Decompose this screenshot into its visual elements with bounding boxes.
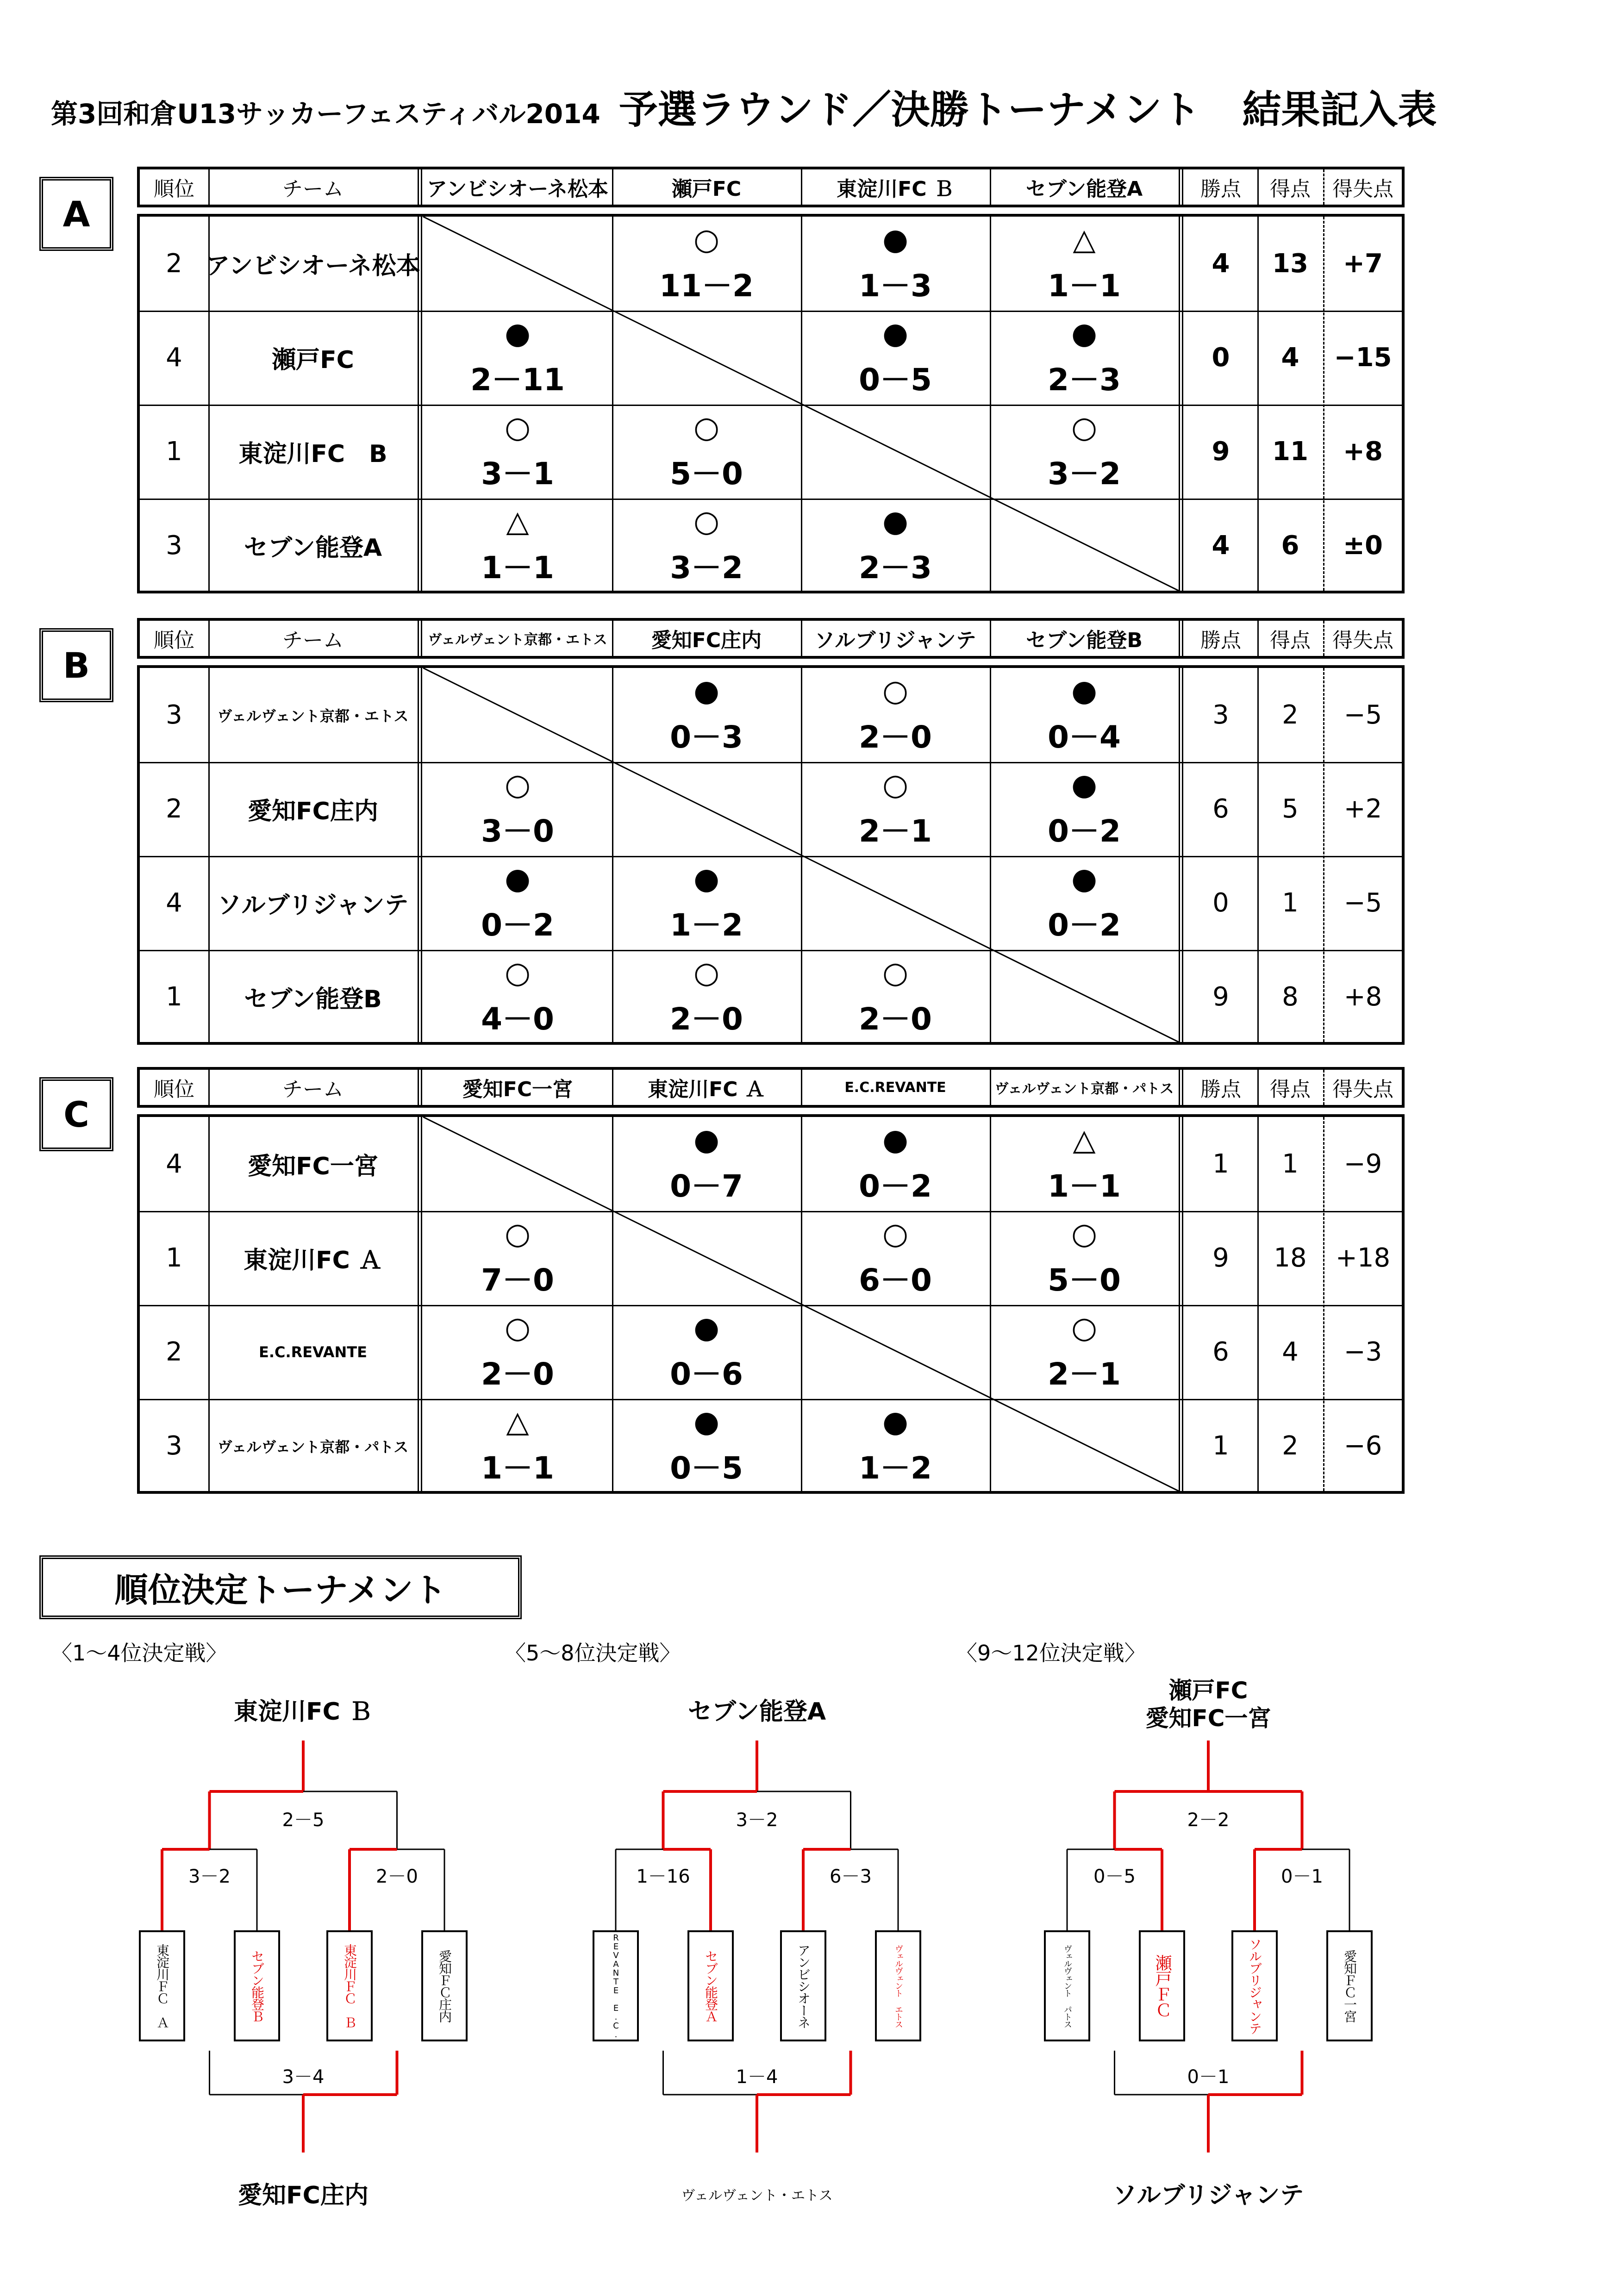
bracket-subtitle: 〈1～4位決定戦〉 — [51, 1641, 227, 1666]
match-score: 7－0 — [481, 1262, 554, 1298]
header-goal-diff: 得失点 — [1332, 629, 1393, 652]
match-score: 3－0 — [481, 813, 554, 849]
semi-left-score: 0－5 — [1093, 1866, 1136, 1887]
semi-left-score: 1－16 — [636, 1866, 690, 1887]
rank-cell: 3 — [166, 530, 182, 561]
third-place-winner: ソルブリジャンテ — [1112, 2182, 1304, 2209]
result-mark: ○ — [693, 956, 719, 990]
title-main: 予選ラウンド／決勝トーナメント — [618, 87, 1201, 132]
tournament-title: 順位決定トーナメント — [39, 1555, 522, 1619]
goal-diff-cell: +8 — [1343, 982, 1382, 1012]
goals-cell: 4 — [1282, 1337, 1299, 1367]
bracket-winner: セブン能登A — [687, 1698, 826, 1726]
result-mark: ○ — [882, 956, 908, 990]
goal-diff-cell: −5 — [1343, 888, 1382, 918]
match-score: 0－6 — [670, 1356, 743, 1392]
result-mark: ○ — [1071, 411, 1097, 445]
goals-cell: 2 — [1282, 1431, 1299, 1461]
points-cell: 1 — [1212, 1431, 1229, 1461]
result-mark: ● — [505, 317, 531, 351]
result-mark: ○ — [882, 768, 908, 802]
header-team-2: 東淀川FC Ａ — [648, 1078, 765, 1101]
header-team-3: E.C.REVANTE — [844, 1079, 946, 1096]
match-score: 0－5 — [670, 1450, 743, 1486]
result-mark: ○ — [1071, 1311, 1097, 1345]
goals-cell: 11 — [1272, 437, 1308, 467]
header-team-2: 瀬戸FC — [671, 177, 742, 201]
points-cell: 9 — [1212, 982, 1229, 1012]
final-score: 2－2 — [1187, 1809, 1230, 1831]
result-mark: △ — [1073, 1123, 1096, 1157]
semi-right-score: 0－1 — [1281, 1866, 1323, 1887]
result-mark: ● — [882, 1405, 908, 1439]
header-team-4: ヴェルヴェント京都・パトス — [994, 1081, 1174, 1097]
result-mark: ○ — [693, 505, 719, 539]
match-score: 2－1 — [859, 813, 932, 849]
goal-diff-cell: −5 — [1343, 700, 1382, 730]
result-mark: ● — [693, 1405, 719, 1439]
goals-cell: 13 — [1272, 249, 1308, 279]
result-mark: ○ — [505, 1311, 531, 1345]
result-mark: ● — [882, 505, 908, 539]
match-score: 2－3 — [1048, 362, 1121, 398]
bracket-team-name: 東淀川ＦＣ Ｂ — [342, 1944, 357, 2028]
rank-cell: 3 — [166, 1431, 182, 1461]
result-mark: ○ — [882, 1217, 908, 1251]
match-score: 1－2 — [670, 907, 743, 943]
bracket-team-name: 愛知ＦＣ庄内 — [437, 1950, 452, 2022]
match-score: 1－2 — [859, 1450, 932, 1486]
header-team-1: 愛知FC一宮 — [462, 1078, 573, 1101]
match-score: 2－0 — [859, 719, 932, 755]
result-mark: ● — [693, 862, 719, 896]
result-mark: ● — [1071, 317, 1097, 351]
third-place-score: 1－4 — [736, 2066, 778, 2088]
group-label-c: C — [39, 1077, 113, 1151]
bracket-team-name: ヴェルヴェント パトス — [1062, 1944, 1072, 2028]
bracket-subtitle: 〈5～8位決定戦〉 — [505, 1641, 681, 1666]
result-mark: ● — [693, 674, 719, 708]
final-score: 3－2 — [736, 1809, 778, 1831]
team-name-cell: アンビシオーネ松本 — [206, 252, 420, 280]
match-score: 0－2 — [1048, 907, 1121, 943]
result-mark: △ — [506, 1405, 529, 1439]
header-team-3: 東淀川FC Ｂ — [837, 177, 954, 201]
match-score: 1－1 — [1048, 268, 1121, 304]
goal-diff-cell: +2 — [1343, 794, 1382, 824]
goals-cell: 5 — [1282, 794, 1299, 824]
goal-diff-cell: −15 — [1334, 343, 1392, 373]
match-score: 5－0 — [670, 456, 743, 492]
goal-diff-cell: +7 — [1343, 249, 1383, 279]
rank-cell: 2 — [166, 794, 182, 824]
bracket-winner-line-1: 瀬戸FC — [1168, 1677, 1248, 1704]
header-team-2: 愛知FC庄内 — [651, 629, 762, 652]
goal-diff-cell: +8 — [1343, 437, 1383, 467]
result-mark: ○ — [693, 411, 719, 445]
match-score: 6－0 — [859, 1262, 932, 1298]
goals-cell: 1 — [1282, 1149, 1299, 1179]
result-mark: ● — [693, 1123, 719, 1157]
result-mark: ● — [882, 223, 908, 257]
points-cell: 0 — [1212, 343, 1230, 373]
match-score: 4－0 — [481, 1001, 554, 1037]
result-mark: ● — [882, 317, 908, 351]
match-score: 0－4 — [1048, 719, 1121, 755]
match-score: 0－2 — [859, 1168, 932, 1204]
title-edition: 第3回和倉U13サッカーフェスティバル2014 — [51, 98, 600, 130]
semi-right-score: 6－3 — [830, 1866, 872, 1887]
result-mark: ○ — [505, 768, 531, 802]
match-score: 3－2 — [670, 550, 743, 586]
result-mark: ○ — [505, 1217, 531, 1251]
rank-cell: 1 — [166, 1243, 182, 1273]
bracket-team-name: ヴェルヴェント エトス — [893, 1944, 903, 2028]
match-score: 3－1 — [481, 456, 554, 492]
header-goals: 得点 — [1270, 1078, 1311, 1101]
points-cell: 1 — [1212, 1149, 1229, 1179]
match-score: 2－0 — [859, 1001, 932, 1037]
bracket-winner-line-2: 愛知FC一宮 — [1145, 1705, 1271, 1732]
rank-cell: 4 — [166, 888, 182, 918]
header-team-1: ヴェルヴェント京都・エトス — [428, 632, 607, 648]
header-team-4: セブン能登B — [1026, 629, 1143, 652]
bracket-subtitle: 〈9～12位決定戦〉 — [956, 1641, 1146, 1666]
points-cell: 6 — [1212, 1337, 1229, 1367]
group-label-b: B — [39, 628, 113, 702]
header-team-3: ソルブリジャンテ — [814, 629, 976, 652]
header-goal-diff: 得失点 — [1332, 177, 1393, 201]
result-mark: △ — [1073, 223, 1096, 257]
header-rank: 順位 — [154, 1078, 194, 1101]
result-mark: △ — [506, 505, 529, 539]
header-points: 勝点 — [1200, 629, 1241, 652]
header-team: チーム — [282, 177, 344, 201]
rank-cell: 2 — [166, 1337, 182, 1367]
third-place-winner: ヴェルヴェント・エトス — [681, 2188, 833, 2204]
goal-diff-cell: ±0 — [1343, 530, 1383, 561]
rank-cell: 2 — [166, 249, 182, 279]
group-label-a: A — [39, 177, 113, 251]
match-score: 2－1 — [1048, 1356, 1121, 1392]
match-score: 0－2 — [481, 907, 554, 943]
match-score: 1－3 — [859, 268, 932, 304]
semi-left-score: 3－2 — [188, 1866, 231, 1887]
team-name-cell: ヴェルヴェント京都・エトス — [217, 707, 409, 725]
header-team-4: セブン能登A — [1025, 177, 1143, 201]
header-team: チーム — [282, 1078, 344, 1101]
bracket-team-name: セブン能登Ｂ — [250, 1950, 265, 2022]
bracket-team-name: REVANTE E.C. — [611, 1933, 621, 2039]
team-name-cell: E.C.REVANTE — [259, 1343, 367, 1361]
result-mark: ○ — [693, 223, 719, 257]
match-score: 1－1 — [481, 1450, 554, 1486]
result-mark: ● — [505, 862, 531, 896]
header-rank: 順位 — [154, 177, 194, 201]
match-score: 0－7 — [670, 1168, 743, 1204]
title-suffix: 結果記入表 — [1242, 87, 1437, 132]
result-mark: ● — [1071, 768, 1097, 802]
result-mark: ● — [1071, 674, 1097, 708]
points-cell: 3 — [1212, 700, 1229, 730]
rank-cell: 3 — [166, 700, 182, 730]
header-goals: 得点 — [1270, 177, 1311, 201]
team-name-cell: セブン能登A — [244, 534, 382, 562]
rank-cell: 1 — [166, 982, 182, 1012]
third-place-winner: 愛知FC庄内 — [238, 2182, 369, 2209]
goals-cell: 1 — [1282, 888, 1299, 918]
goals-cell: 6 — [1281, 530, 1299, 561]
match-score: 11－2 — [659, 268, 754, 304]
bracket-team-name: セブン能登Ａ — [703, 1950, 718, 2022]
goals-cell: 8 — [1282, 982, 1299, 1012]
team-name-cell: 東淀川FC B — [238, 440, 387, 468]
result-mark: ● — [693, 1311, 719, 1345]
result-mark: ○ — [505, 956, 531, 990]
team-name-cell: ソルブリジャンテ — [217, 892, 409, 919]
bracket-team-name: ソルブリジャンテ — [1247, 1938, 1262, 2034]
points-cell: 4 — [1212, 249, 1230, 279]
final-score: 2－5 — [282, 1809, 325, 1831]
result-mark: ● — [882, 1123, 908, 1157]
bracket-team-name: 東淀川ＦＣ Ａ — [155, 1944, 170, 2028]
header-team: チーム — [282, 629, 344, 652]
bracket-team-name: アンビシオーネ — [796, 1944, 811, 2028]
header-goal-diff: 得失点 — [1332, 1078, 1393, 1101]
match-score: 1－1 — [481, 550, 554, 586]
team-name-cell: ヴェルヴェント京都・パトス — [217, 1438, 409, 1456]
points-cell: 9 — [1212, 1243, 1229, 1273]
team-name-cell: セブン能登B — [244, 986, 382, 1013]
goals-cell: 18 — [1274, 1243, 1307, 1273]
third-place-score: 0－1 — [1187, 2066, 1230, 2088]
match-score: 2－0 — [670, 1001, 743, 1037]
points-cell: 9 — [1212, 437, 1230, 467]
team-name-cell: 愛知FC一宮 — [248, 1153, 378, 1180]
bracket-team-name: 瀬戸ＦＣ — [1153, 1954, 1172, 2017]
match-score: 1－1 — [1048, 1168, 1121, 1204]
match-score: 2－0 — [481, 1356, 554, 1392]
match-score: 3－2 — [1048, 456, 1121, 492]
points-cell: 4 — [1212, 530, 1230, 561]
goal-diff-cell: −6 — [1343, 1431, 1382, 1461]
match-score: 0－3 — [670, 719, 743, 755]
bracket-team-name: 愛知ＦＣ一宮 — [1342, 1950, 1357, 2022]
rank-cell: 4 — [166, 1149, 182, 1179]
team-name-cell: 東淀川FC Ａ — [244, 1247, 382, 1274]
header-points: 勝点 — [1200, 1078, 1241, 1101]
header-goals: 得点 — [1270, 629, 1311, 652]
goals-cell: 2 — [1282, 700, 1299, 730]
semi-right-score: 2－0 — [376, 1866, 418, 1887]
result-mark: ○ — [882, 674, 908, 708]
result-mark: ● — [1071, 862, 1097, 896]
team-name-cell: 瀬戸FC — [272, 346, 354, 374]
header-team-1: アンビシオーネ松本 — [426, 177, 609, 201]
result-mark: ○ — [505, 411, 531, 445]
team-name-cell: 愛知FC庄内 — [248, 798, 378, 825]
match-score: 0－2 — [1048, 813, 1121, 849]
header-points: 勝点 — [1200, 177, 1241, 201]
match-score: 2－3 — [859, 550, 932, 586]
match-score: 2－11 — [470, 362, 565, 398]
bracket-winner: 東淀川FC Ｂ — [234, 1698, 373, 1726]
goal-diff-cell: +18 — [1335, 1243, 1391, 1273]
points-cell: 6 — [1212, 794, 1229, 824]
header-rank: 順位 — [154, 629, 194, 652]
goal-diff-cell: −9 — [1343, 1149, 1382, 1179]
result-mark: ○ — [1071, 1217, 1097, 1251]
points-cell: 0 — [1212, 888, 1229, 918]
match-score: 5－0 — [1048, 1262, 1121, 1298]
goals-cell: 4 — [1281, 343, 1299, 373]
goal-diff-cell: −3 — [1343, 1337, 1382, 1367]
match-score: 0－5 — [859, 362, 932, 398]
third-place-score: 3－4 — [282, 2066, 325, 2088]
rank-cell: 1 — [166, 437, 182, 467]
rank-cell: 4 — [166, 343, 182, 373]
